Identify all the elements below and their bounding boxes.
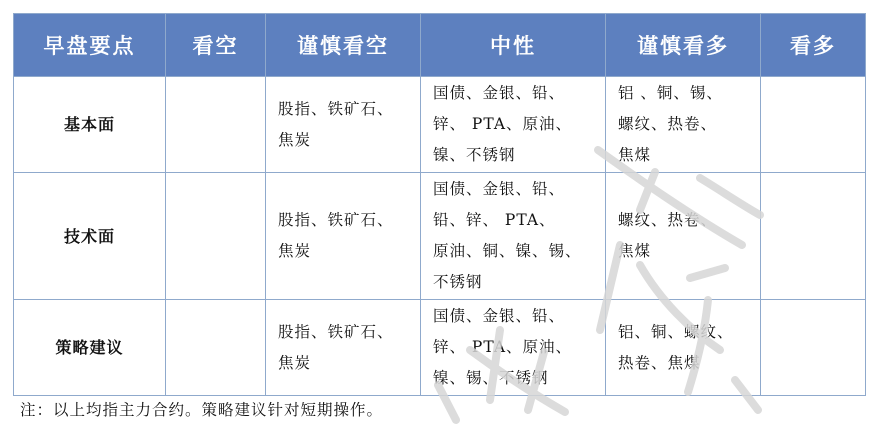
cell-line: 原油、铜、镍、锡、 bbox=[433, 242, 582, 260]
cell-bearish bbox=[166, 173, 266, 300]
cell-line: 股指、铁矿石、 bbox=[278, 99, 394, 118]
cell-line: 镍、锡、不锈钢 bbox=[433, 369, 549, 387]
row-label: 基本面 bbox=[14, 77, 166, 173]
cell-line: 锌、 PTA、原油、 bbox=[433, 338, 573, 356]
cell-neutral bbox=[421, 173, 606, 300]
cell-line: 股指、铁矿石、 bbox=[278, 211, 394, 229]
cell-line: 股指、铁矿石、 bbox=[278, 322, 394, 341]
cell-line: 焦煤 bbox=[618, 242, 652, 260]
row-label: 技术面 bbox=[14, 173, 166, 300]
cell-cautious-bullish bbox=[606, 300, 761, 396]
header-neutral: 中性 bbox=[421, 14, 606, 77]
cell-line: 焦煤 bbox=[618, 146, 652, 164]
header-morning-points: 早盘要点 bbox=[14, 14, 166, 77]
cell-bullish bbox=[761, 77, 866, 173]
cell-line: 国债、金银、铅、 bbox=[433, 307, 566, 325]
row-label: 策略建议 bbox=[14, 300, 166, 396]
cell-neutral bbox=[421, 77, 606, 173]
cell-bullish bbox=[761, 300, 866, 396]
cell-line: 铅、锌、 PTA、 bbox=[433, 211, 556, 229]
morning-outlook-table bbox=[13, 13, 866, 396]
cell-cautious-bearish bbox=[266, 300, 421, 396]
cell-line: 螺纹、热卷、 bbox=[618, 211, 718, 229]
cell-line: 热卷、焦煤 bbox=[618, 353, 701, 372]
cell-cautious-bullish bbox=[606, 77, 761, 173]
cell-line: 焦炭 bbox=[278, 353, 312, 372]
cell-neutral bbox=[421, 300, 606, 396]
table-row bbox=[14, 173, 866, 300]
cell-line: 不锈钢 bbox=[433, 273, 483, 291]
cell-bullish bbox=[761, 173, 866, 300]
cell-line: 国债、金银、铅、 bbox=[433, 84, 566, 102]
header-cautious-bullish: 谨慎看多 bbox=[606, 14, 761, 77]
cell-bearish bbox=[166, 77, 266, 173]
cell-line: 焦炭 bbox=[278, 130, 312, 149]
cell-line: 铝、铜、螺纹、 bbox=[618, 322, 734, 341]
table-footnote: 注：以上均指主力合约。策略建议针对短期操作。 bbox=[20, 401, 384, 419]
cell-cautious-bullish bbox=[606, 173, 761, 300]
cell-cautious-bearish bbox=[266, 173, 421, 300]
cell-line: 镍、不锈钢 bbox=[433, 146, 516, 164]
cell-line: 螺纹、热卷、 bbox=[618, 115, 718, 133]
cell-cautious-bearish bbox=[266, 77, 421, 173]
cell-line: 铝 、铜、锡、 bbox=[618, 84, 723, 102]
cell-line: 焦炭 bbox=[278, 242, 312, 260]
cell-line: 锌、 PTA、原油、 bbox=[433, 115, 573, 133]
header-cautious-bearish: 谨慎看空 bbox=[266, 14, 421, 77]
header-bearish: 看空 bbox=[166, 14, 266, 77]
header-bullish: 看多 bbox=[761, 14, 866, 77]
table-row bbox=[14, 300, 866, 396]
cell-line: 国债、金银、铅、 bbox=[433, 180, 566, 198]
table-header-row bbox=[14, 14, 866, 77]
cell-bearish bbox=[166, 300, 266, 396]
table-row bbox=[14, 77, 866, 173]
